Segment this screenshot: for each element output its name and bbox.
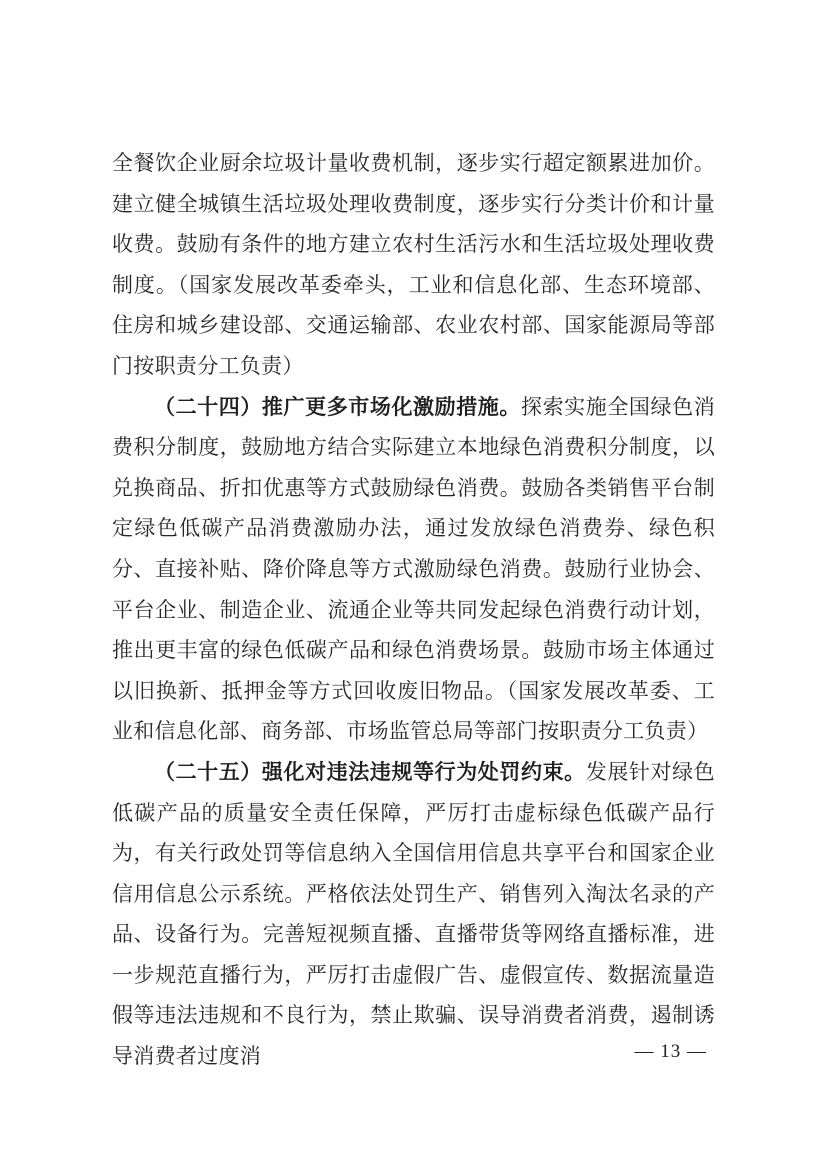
page-number: — 13 — (634, 1041, 707, 1062)
paragraph-body-text: 探索实施全国绿色消费积分制度，鼓励地方结合实际建立本地绿色消费积分制度，以兑换商品、折扣优惠等方式鼓励绿色消费。鼓励各类销售平台制定绿色低碳产品消费激励办法，通过发放绿色消费券、绿色积分、直接补贴、降价降息等方式激励绿色消费。鼓励行业协会、平台企业、制造企业、流通企业等共同发起绿色消费行动计划，推出更丰富的绿色低碳产品和绿色消费场景。鼓励市场主体通过以旧换新、抵押金等方式回收废旧物品。 (112, 394, 715, 703)
page-footer (635, 1040, 708, 1064)
responsibility-attribution: （国家发展改革委、工业和信息化部、商务部、市场监管总局等部门按职责分工负责） (112, 678, 715, 744)
paragraph-body-text: 全餐饮企业厨余垃圾计量收费机制，逐步实行超定额累进加价。建立健全城镇生活垃圾处理收费制度，逐步实行分类计价和计量收费。鼓励有条件的地方建立农村生活污水和生活垃圾处理收费制度。 (112, 151, 715, 297)
section-heading-25: （二十五）强化对违法违规等行为处罚约束。 (154, 759, 586, 784)
responsibility-attribution: （国家发展改革委牵头，工业和信息化部、生态环境部、住房和城乡建设部、交通运输部、农业农村部、国家能源局等部门按职责分工负责） (112, 272, 716, 378)
paragraph-continuation (112, 143, 715, 387)
section-heading-24: （二十四）推广更多市场化激励措施。 (154, 394, 521, 419)
document-body (112, 143, 715, 1077)
paragraph-item-25 (112, 752, 715, 1077)
paragraph-item-24 (112, 387, 715, 752)
paragraph-body-text: 发展针对绿色低碳产品的质量安全责任保障，严厉打击虚标绿色低碳产品行为，有关行政处罚等信息纳入全国信用信息共享平台和国家企业信用信息公示系统。严格依法处罚生产、销售列入淘汰名录的产品、设备行为。完善短视频直播、直播带货等网络直播标准，进一步规范直播行为，严厉打击虚假广告、虚假宣传、数据流量造假等违法违规和不良行为，禁止欺骗、误导消费者消费，遏制诱导消费者过度消 (112, 759, 715, 1069)
